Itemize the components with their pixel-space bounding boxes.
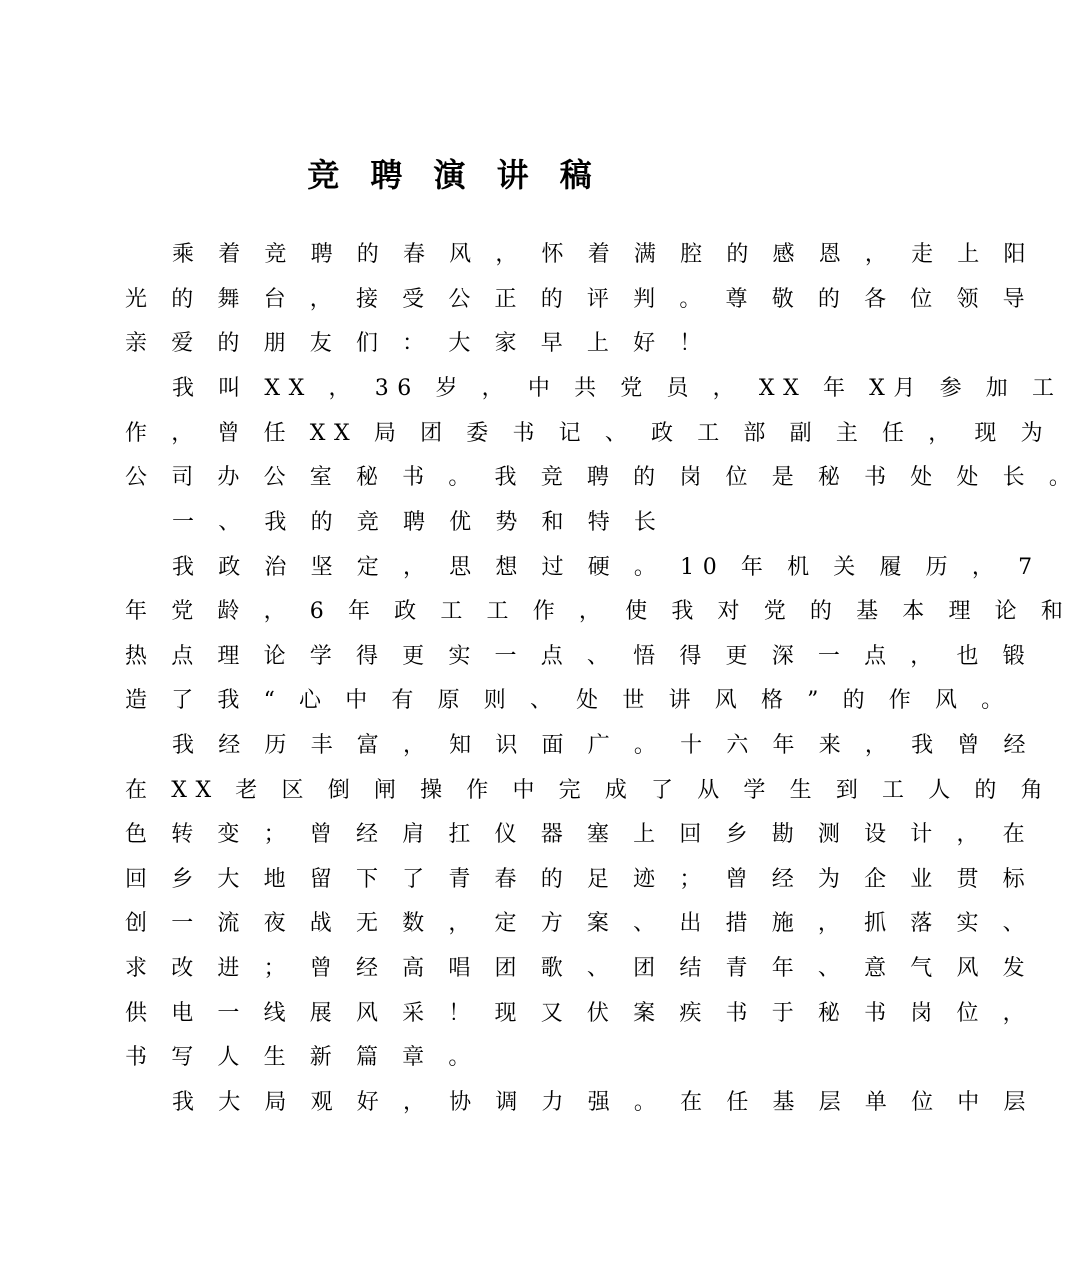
text-line: 供 电 一 线 展 风 采 ！ 现 又 伏 案 疾 书 于 秘 书 岗 位 ，	[125, 1001, 1034, 1026]
text-line: 公 司 办 公 室 秘 书 。 我 竞 聘 的 岗 位 是 秘 书 处 处 长 。	[125, 465, 1079, 490]
text-line: 年 党 龄 ， 6 年 政 工 工 作 ， 使 我 对 党 的 基 本 理 论 和	[125, 599, 1072, 624]
text-line: 创 一 流 夜 战 无 数 ， 定 方 案 、 出 措 施 ， 抓 落 实 、	[125, 911, 1034, 936]
document-title: 竞 聘 演 讲 稿	[307, 156, 602, 194]
text-line: 亲 爱 的 朋 友 们 ： 大 家 早 上 好 ！	[125, 331, 710, 356]
text-line: 我 经 历 丰 富 ， 知 识 面 广 。 十 六 年 来 ， 我 曾 经	[172, 733, 1035, 758]
text-line: 作 ， 曾 任 XX 局 团 委 书 记 、 政 工 部 副 主 任 ， 现 为	[125, 421, 1052, 446]
text-line: 我 政 治 坚 定 ， 思 想 过 硬 。 10 年 机 关 履 历 ， 7	[172, 555, 1041, 580]
text-line: 我 大 局 观 好 ， 协 调 力 强 。 在 任 基 层 单 位 中 层	[172, 1090, 1035, 1115]
text-line: 在 XX 老 区 倒 闸 操 作 中 完 成 了 从 学 生 到 工 人 的 角	[125, 778, 1052, 803]
text-line: 书 写 人 生 新 篇 章 。	[125, 1045, 479, 1070]
text-line: 我 叫 XX ， 36 岁 ， 中 共 党 员 ， XX 年 X月 参 加 工	[172, 376, 1063, 401]
text-line: 求 改 进 ； 曾 经 高 唱 团 歌 、 团 结 青 年 、 意 气 风 发	[125, 956, 1034, 981]
text-line: 回 乡 大 地 留 下 了 青 春 的 足 迹 ； 曾 经 为 企 业 贯 标	[125, 867, 1034, 892]
text-line: 光 的 舞 台 ， 接 受 公 正 的 评 判 。 尊 敬 的 各 位 领 导	[125, 287, 1034, 312]
text-line: 色 转 变 ； 曾 经 肩 扛 仪 器 塞 上 回 乡 勘 测 设 计 ， 在	[125, 822, 1034, 847]
section-heading: 一 、 我 的 竞 聘 优 势 和 特 长	[172, 510, 665, 535]
text-line: 造 了 我 “ 心 中 有 原 则 、 处 世 讲 风 格 ” 的 作 风 。	[125, 688, 1012, 713]
text-line: 乘 着 竞 聘 的 春 风 ， 怀 着 满 腔 的 感 恩 ， 走 上 阳	[172, 242, 1035, 267]
text-line: 热 点 理 论 学 得 更 实 一 点 、 悟 得 更 深 一 点 ， 也 锻	[125, 644, 1034, 669]
